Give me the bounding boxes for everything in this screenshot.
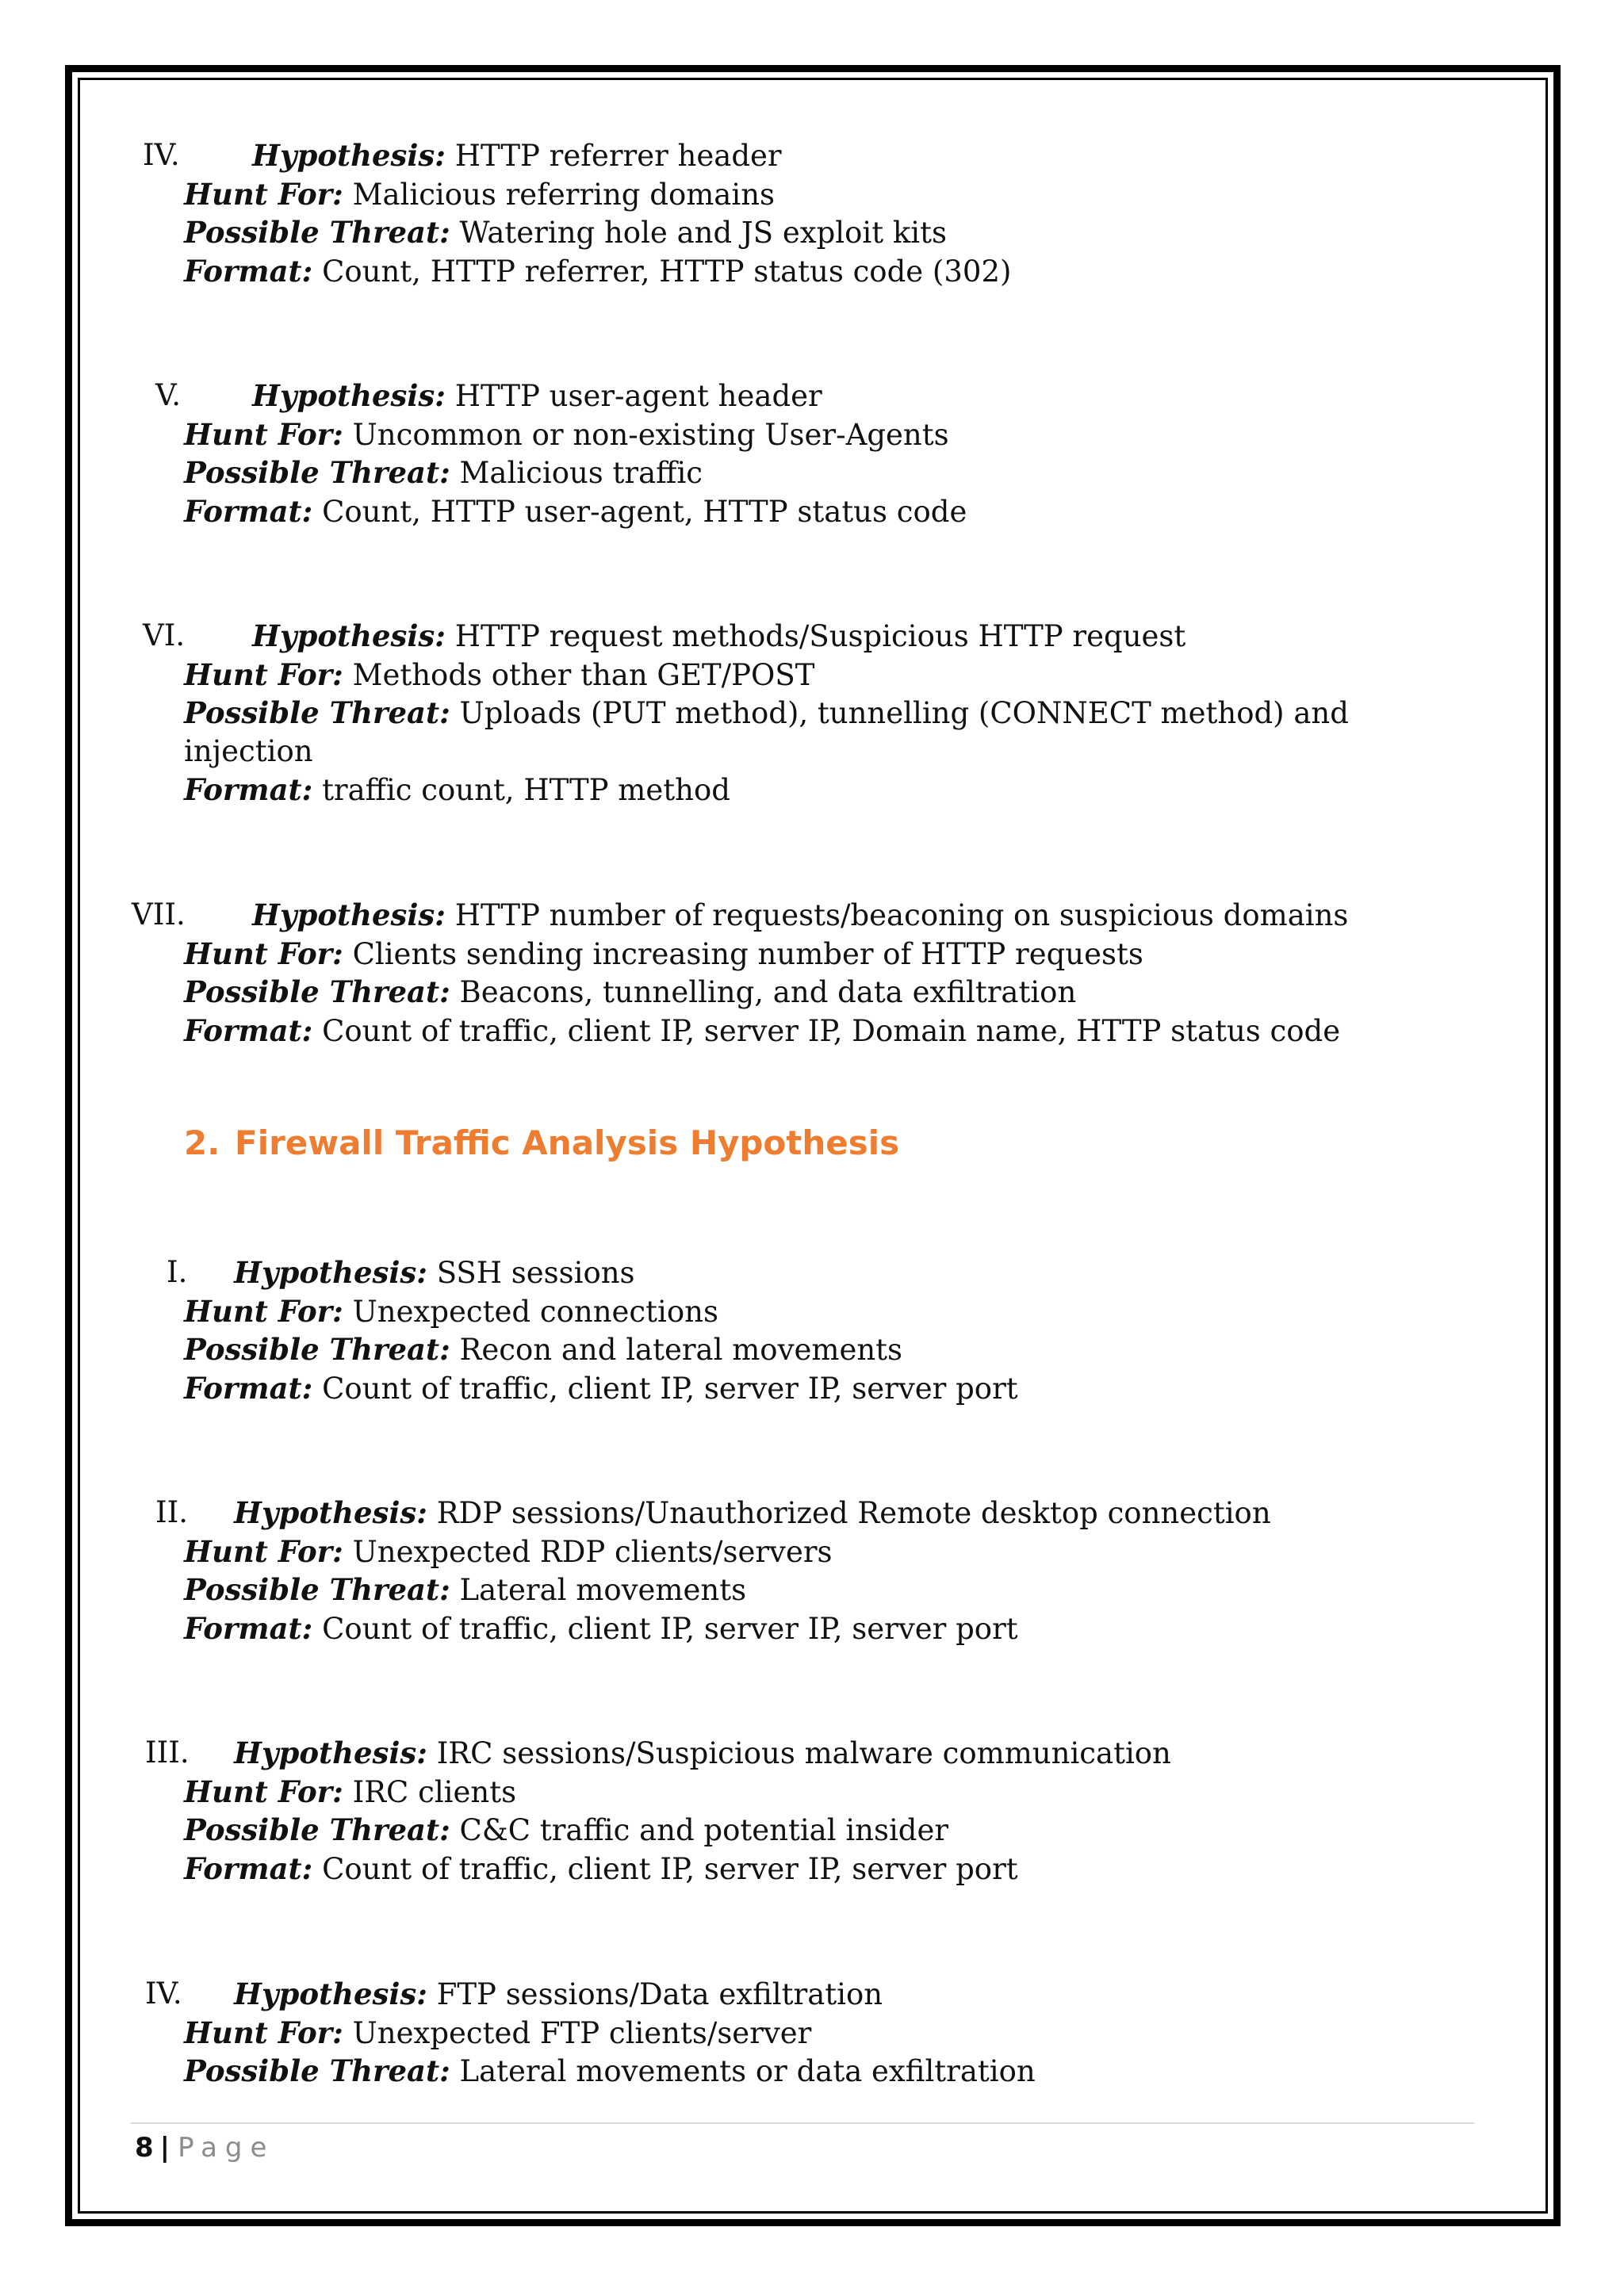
hypothesis-text: SSH sessions: [436, 1256, 635, 1290]
hypothesis-label: Hypothesis:: [252, 138, 446, 173]
hypothesis-entry: [0, 617, 1624, 809]
hunt-for-text: IRC clients: [352, 1774, 517, 1809]
possible-threat-label: Possible Threat:: [184, 974, 450, 1009]
hunt-for-label: Hunt For:: [184, 2015, 343, 2050]
format-text: Count, HTTP referrer, HTTP status code (302): [322, 254, 1012, 289]
hunt-for-text: Malicious referring domains: [352, 177, 776, 212]
hypothesis-label: Hypothesis:: [252, 378, 446, 413]
hunt-for-label: Hunt For:: [184, 936, 343, 971]
format-text: traffic count, HTTP method: [322, 773, 730, 807]
entry-numeral: II.: [155, 1495, 188, 1529]
hypothesis-entry: [0, 1734, 1624, 1888]
hypothesis-entry: [0, 136, 1624, 290]
hypothesis-label: Hypothesis:: [252, 897, 446, 932]
possible-threat-text: Lateral movements: [459, 1573, 747, 1607]
possible-threat-text: Lateral movements or data exfiltration: [459, 2054, 1036, 2088]
entry-numeral: IV.: [143, 138, 180, 172]
hunt-for-text: Unexpected connections: [352, 1294, 718, 1329]
format-text: Count of traffic, client IP, server IP, server port: [322, 1851, 1018, 1886]
format-label: Format:: [184, 1850, 313, 1886]
hypothesis-text: FTP sessions/Data exfiltration: [436, 1977, 883, 2011]
possible-threat-label: Possible Threat:: [184, 1332, 450, 1367]
section-title: Firewall Traffic Analysis Hypothesis: [235, 1123, 900, 1162]
hunt-for-label: Hunt For:: [184, 176, 343, 212]
entry-numeral: V.: [155, 378, 182, 412]
page-label: Page: [178, 2132, 275, 2164]
hypothesis-text: HTTP user-agent header: [454, 379, 822, 413]
format-text: Count of traffic, client IP, server IP, server port: [322, 1611, 1018, 1646]
possible-threat-label: Possible Threat:: [184, 1812, 450, 1847]
hypothesis-entry: [0, 896, 1624, 1050]
entry-numeral: VII.: [132, 897, 186, 932]
possible-threat-label: Possible Threat:: [184, 455, 450, 490]
possible-threat-text: Watering hole and JS exploit kits: [459, 216, 947, 250]
possible-threat-text: Uploads (PUT method), tunnelling (CONNECT method) and: [459, 696, 1349, 730]
hypothesis-entry: [0, 1253, 1624, 1407]
hunt-for-label: Hunt For:: [184, 416, 343, 452]
footer-separator: |: [159, 2132, 170, 2164]
format-text: Count of traffic, client IP, server IP, server port: [322, 1371, 1018, 1406]
hunt-for-label: Hunt For:: [184, 656, 343, 692]
possible-threat-continuation: injection: [184, 733, 313, 768]
section-number: 2.: [184, 1123, 220, 1162]
format-label: Format:: [184, 772, 313, 807]
possible-threat-label: Possible Threat:: [184, 1572, 450, 1607]
hunt-for-text: Unexpected FTP clients/server: [352, 2015, 812, 2050]
hypothesis-entry: [0, 1494, 1624, 1647]
entry-numeral: III.: [145, 1735, 190, 1770]
page-number: 8: [135, 2132, 154, 2164]
entry-numeral: IV.: [145, 1976, 182, 2011]
hypothesis-text: IRC sessions/Suspicious malware communication: [436, 1736, 1171, 1770]
page-footer: [135, 2130, 274, 2166]
section-heading: [184, 1118, 899, 1169]
hypothesis-label: Hypothesis:: [234, 1735, 427, 1770]
hypothesis-text: RDP sessions/Unauthorized Remote desktop connection: [436, 1496, 1271, 1530]
possible-threat-label: Possible Threat:: [184, 695, 450, 730]
footer-divider: [131, 2122, 1474, 2124]
format-label: Format:: [184, 1012, 313, 1048]
hunt-for-label: Hunt For:: [184, 1293, 343, 1329]
possible-threat-text: C&C traffic and potential insider: [459, 1813, 949, 1847]
hypothesis-text: HTTP number of requests/beaconing on suspicious domains: [454, 898, 1349, 932]
hypothesis-entry: [0, 1975, 1624, 2091]
format-label: Format:: [184, 1610, 313, 1646]
entry-numeral: VI.: [143, 618, 186, 652]
hunt-for-text: Methods other than GET/POST: [352, 657, 815, 692]
hunt-for-text: Clients sending increasing number of HTTP requests: [352, 936, 1143, 971]
format-label: Format:: [184, 493, 313, 529]
hypothesis-label: Hypothesis:: [252, 618, 446, 653]
hypothesis-text: HTTP request methods/Suspicious HTTP request: [454, 619, 1186, 653]
hunt-for-label: Hunt For:: [184, 1533, 343, 1569]
hunt-for-text: Uncommon or non-existing User-Agents: [352, 417, 949, 452]
hypothesis-text: HTTP referrer header: [454, 139, 782, 173]
hypothesis-entry: [0, 377, 1624, 530]
hunt-for-label: Hunt For:: [184, 1774, 343, 1809]
hunt-for-text: Unexpected RDP clients/servers: [352, 1534, 833, 1569]
format-text: Count of traffic, client IP, server IP, Domain name, HTTP status code: [322, 1013, 1341, 1048]
hypothesis-label: Hypothesis:: [234, 1255, 427, 1290]
hypothesis-label: Hypothesis:: [234, 1495, 427, 1530]
format-label: Format:: [184, 1370, 313, 1406]
possible-threat-label: Possible Threat:: [184, 215, 450, 250]
possible-threat-label: Possible Threat:: [184, 2053, 450, 2088]
hypothesis-label: Hypothesis:: [234, 1976, 427, 2011]
possible-threat-text: Malicious traffic: [459, 456, 703, 490]
format-label: Format:: [184, 253, 313, 289]
possible-threat-text: Recon and lateral movements: [459, 1333, 903, 1367]
possible-threat-text: Beacons, tunnelling, and data exfiltration: [459, 975, 1077, 1009]
format-text: Count, HTTP user-agent, HTTP status code: [322, 494, 967, 529]
entry-numeral: I.: [167, 1255, 188, 1289]
